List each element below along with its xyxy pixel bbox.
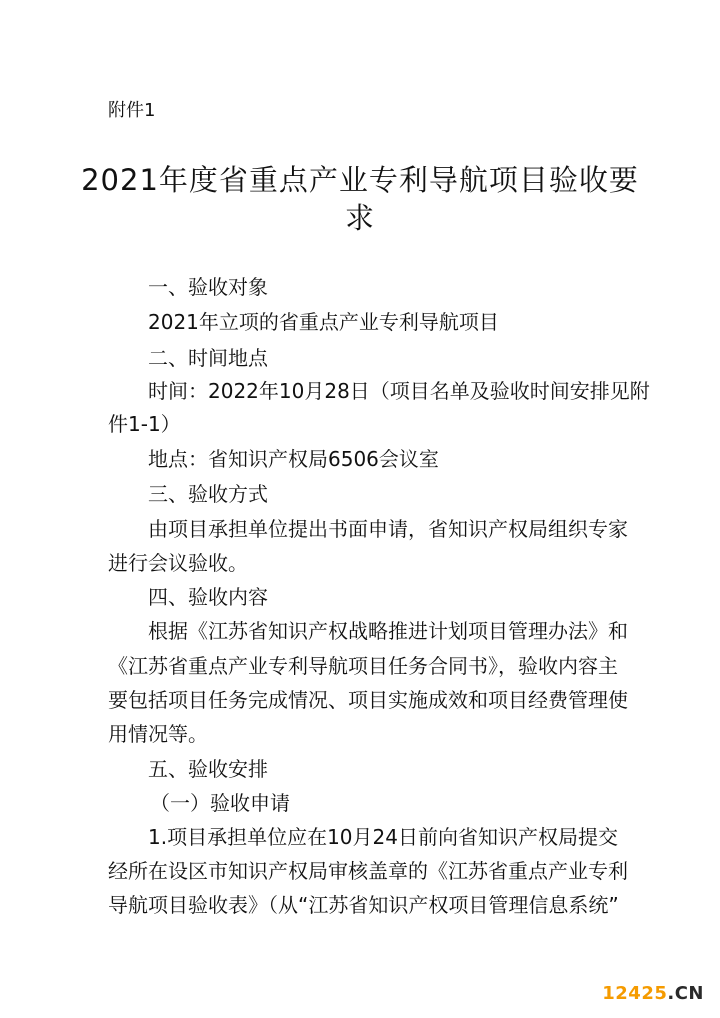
paragraph-line: 时间：2022年10月28日（项目名单及验收时间安排见附 (148, 379, 650, 403)
paragraph-line: 2021年立项的省重点产业专利导航项目 (148, 310, 499, 334)
section-heading-3: 三、验收方式 (148, 482, 268, 506)
document-title-line2: 求 (344, 201, 375, 235)
paragraph-line: 根据《江苏省知识产权战略推进计划项目管理办法》和 (148, 619, 628, 643)
paragraph-line: 进行会议验收。 (108, 551, 248, 575)
paragraph-line: 经所在设区市知识产权局审核盖章的《江苏省重点产业专利 (108, 859, 628, 883)
section-heading-2: 二、时间地点 (148, 346, 268, 370)
watermark-tld: .CN (667, 983, 704, 1004)
watermark-digits: 12425 (602, 983, 668, 1004)
site-watermark (602, 983, 704, 1004)
paragraph-line: 《江苏省重点产业专利导航项目任务合同书》，验收内容主 (108, 654, 618, 678)
document-title-line1: 2021年度省重点产业专利导航项目验收要 (81, 163, 639, 197)
section-heading-1: 一、验收对象 (148, 275, 268, 299)
subsection-heading: （一）验收申请 (150, 791, 290, 815)
paragraph-line: 件1-1） (108, 412, 181, 436)
section-heading-5: 五、验收安排 (148, 757, 268, 781)
annex-label: 附件1 (108, 100, 156, 121)
paragraph-line: 导航项目验收表》（从“江苏省知识产权项目管理信息系统” (108, 893, 619, 917)
paragraph-line: 要包括项目任务完成情况、项目实施成效和项目经费管理使 (108, 688, 628, 712)
paragraph-line: 由项目承担单位提出书面申请，省知识产权局组织专家 (148, 517, 628, 541)
paragraph-line: 地点：省知识产权局6506会议室 (148, 447, 439, 471)
paragraph-line: 1.项目承担单位应在10月24日前向省知识产权局提交 (148, 825, 618, 849)
paragraph-line: 用情况等。 (108, 722, 208, 746)
section-heading-4: 四、验收内容 (148, 585, 268, 609)
